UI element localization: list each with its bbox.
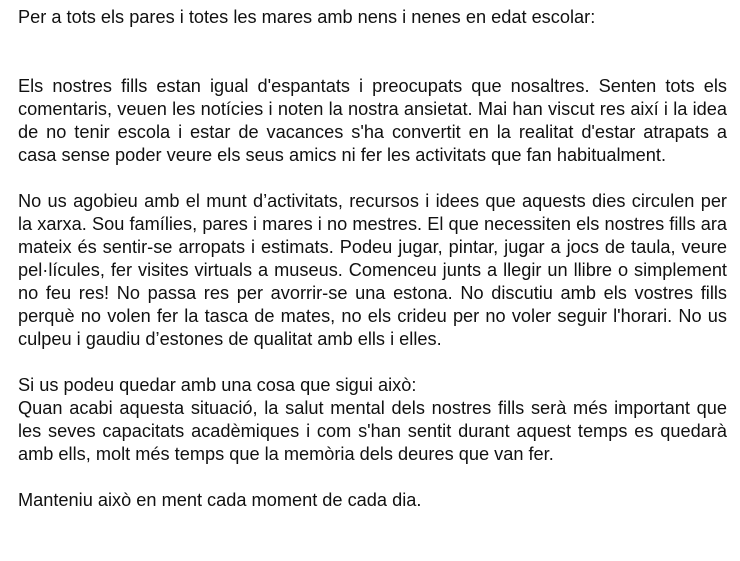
spacer (18, 29, 727, 75)
intro-line: Si us podeu quedar amb una cosa que sigui això: (18, 375, 417, 395)
greeting-line: Per a tots els pares i totes les mares amb nens i nenes en edat escolar: (18, 7, 596, 27)
document-body (18, 6, 727, 512)
key-message: Quan acabi aquesta situació, la salut mental dels nostres fills serà més important que les seves capacitats acadèmiques i com s'han sentit durant aquest temps es quedarà amb ells, molt més temps que la memòria dels deures que van fer. (18, 398, 727, 464)
paragraph-advice: No us agobieu amb el munt d’activitats, recursos i idees que aquests dies circulen per la xarxa. Sou famílies, pares i mares i no mestres. El que necessiten els nostres fills ara mateix és sentir-se arropats i estimats. Podeu jugar, pintar, jugar a jocs de taula, veure pel·lícules, fer visites virtuals a museus. Comenceu junts a llegir un llibre o simplement no feu res! No passa res per avorrir-se una estona. No discutiu amb els vostres fills perquè no volen fer la tasca de mates, no els crideu per no voler seguir l'horari. No us culpeu i gaudiu d’estones de qualitat amb ells i elles. (18, 191, 727, 349)
paragraph-children-feelings: Els nostres fills estan igual d'espantats i preocupats que nosaltres. Senten tots els comentaris, veuen les notícies i noten la nostra ansietat. Mai han viscut res així i la idea de no tenir escola i estar de vacances s'ha convertit en la realitat d'estar atrapats a casa sense poder veure els seus amics ni fer les activitats que fan habitualment. (18, 76, 727, 165)
spacer (18, 466, 727, 489)
spacer (18, 167, 727, 190)
spacer (18, 351, 727, 374)
closing-line: Manteniu això en ment cada moment de cada dia. (18, 490, 422, 510)
